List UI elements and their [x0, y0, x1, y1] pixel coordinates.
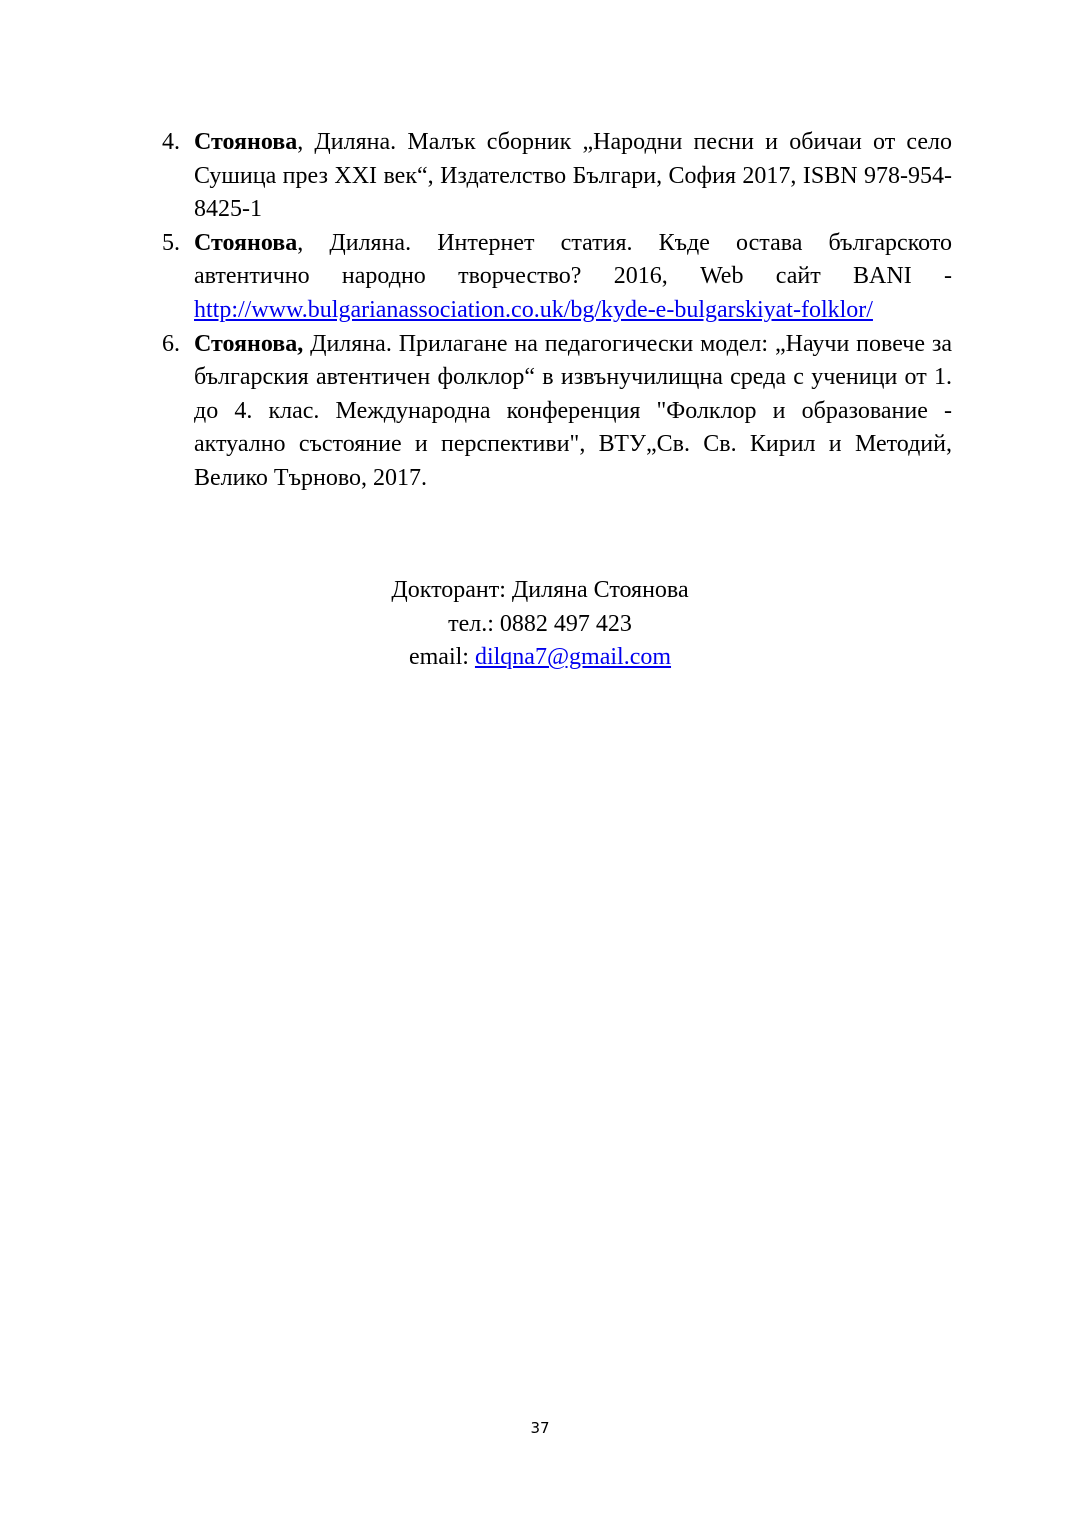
reference-link[interactable]: http://www.bulgarianassociation.co.uk/bg/kyde-e-bulgarskiyat-folklor/: [194, 296, 873, 323]
email-label: email:: [408, 644, 475, 671]
signature-block: [0, 574, 1080, 675]
reference-number: 6.: [162, 330, 180, 357]
doctoral-student-name: Докторант: Диляна Стоянова: [391, 577, 689, 603]
reference-item: [162, 328, 952, 496]
reference-text: Диляна. Прилагане на педагогически модел: „Научи повече за българския автентичен фолклор“ в извънучилищна среда с ученици от 1. до 4. клас. Международна конференция "Фолклор и образование - актуално състояние и перспективи", ВТУ„Св. Св. Кирил и Методий, Велико Търново, 2017.: [194, 330, 952, 491]
reference-author: Стоянова: [194, 129, 298, 155]
reference-number: 4.: [162, 129, 180, 155]
email-link[interactable]: dilqna7@gmail.com: [474, 644, 672, 671]
reference-item: [162, 126, 952, 227]
reference-author: Стоянова,: [194, 330, 304, 357]
reference-number: 5.: [162, 229, 180, 256]
page-number: 37: [530, 1419, 550, 1437]
reference-text: , Диляна. Интернет статия. Къде остава българското автентично народно творчество? 2016, Web сайт BANI -: [194, 229, 952, 290]
email-line: [0, 641, 1080, 675]
reference-text: , Диляна. Малък сборник „Народни песни и обичаи от село Сушица през XXI век“, Издателство Българи, София 2017, ISBN 978-954-8425-1: [194, 129, 952, 223]
reference-list: [162, 126, 952, 496]
phone: тел.: 0882 497 423: [448, 610, 632, 637]
reference-author: Стоянова: [194, 229, 298, 256]
reference-item: [162, 227, 952, 328]
